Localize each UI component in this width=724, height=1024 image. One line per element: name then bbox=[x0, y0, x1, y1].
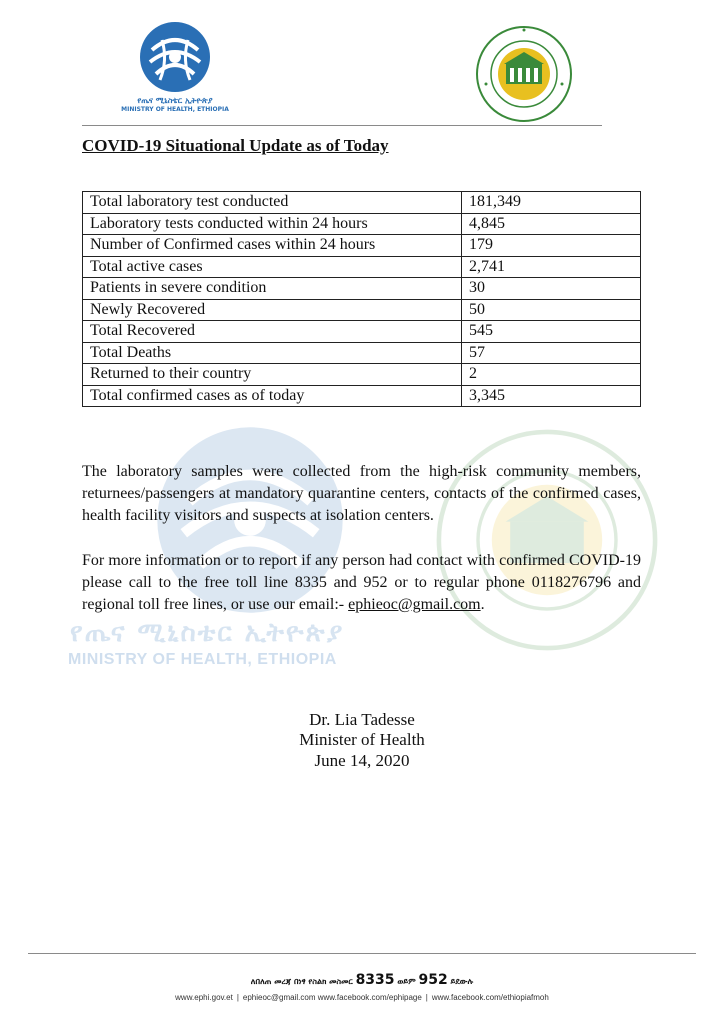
row-label: Number of Confirmed cases within 24 hours bbox=[83, 235, 462, 257]
row-label: Total active cases bbox=[83, 256, 462, 278]
table-row bbox=[83, 256, 641, 278]
table-row bbox=[83, 385, 641, 407]
footer-link-facebook-moh[interactable]: www.facebook.com/ethiopiafmoh bbox=[431, 993, 549, 1002]
stats-table bbox=[82, 191, 641, 407]
row-value: 181,349 bbox=[462, 192, 641, 214]
row-label: Returned to their country bbox=[83, 364, 462, 386]
table-row bbox=[83, 321, 641, 343]
hotline-prefix: ለበለጠ መረጃ በነፃ የስልክ መስመር bbox=[250, 977, 353, 986]
row-value: 57 bbox=[462, 342, 641, 364]
table-row bbox=[83, 364, 641, 386]
hotline-number-2: 952 bbox=[418, 972, 448, 988]
hotline-suffix: ይደውሉ bbox=[450, 977, 474, 986]
footer-separator: | bbox=[236, 993, 239, 1002]
document-date: June 14, 2020 bbox=[314, 751, 410, 770]
table-row bbox=[83, 342, 641, 364]
row-value: 4,845 bbox=[462, 213, 641, 235]
footer-separator: | bbox=[425, 993, 428, 1002]
hotline-mid: ወይም bbox=[397, 977, 416, 986]
row-value: 179 bbox=[462, 235, 641, 257]
header-rule bbox=[82, 125, 602, 126]
ephi-watermark-icon bbox=[432, 425, 662, 655]
hotline-number-1: 8335 bbox=[355, 972, 395, 988]
ephi-seal-icon bbox=[474, 24, 574, 124]
row-value: 2 bbox=[462, 364, 641, 386]
moh-watermark-english: MINISTRY OF HEALTH, ETHIOPIA bbox=[68, 651, 337, 668]
row-label: Patients in severe condition bbox=[83, 278, 462, 300]
table-row bbox=[83, 235, 641, 257]
row-label: Total confirmed cases as of today bbox=[83, 385, 462, 407]
email-link[interactable]: ephieoc@gmail.com bbox=[348, 596, 481, 613]
page-title: COVID-19 Situational Update as of Today bbox=[82, 136, 389, 155]
row-label: Total laboratory test conducted bbox=[83, 192, 462, 214]
row-value: 545 bbox=[462, 321, 641, 343]
contact-end: . bbox=[480, 596, 485, 613]
moh-logo bbox=[110, 20, 240, 113]
row-label: Laboratory tests conducted within 24 hours bbox=[83, 213, 462, 235]
row-value: 3,345 bbox=[462, 385, 641, 407]
moh-english-name: MINISTRY OF HEALTH, ETHIOPIA bbox=[121, 106, 229, 113]
samples-paragraph: The laboratory samples were collected from the high-risk community members, returnees/passengers at mandatory quarantine centers, contacts of the confirmed cases, health facility visitors and suspects at isolation centers. bbox=[82, 463, 641, 524]
footer-link-website[interactable]: www.ephi.gov.et bbox=[175, 993, 233, 1002]
table-row bbox=[83, 192, 641, 214]
moh-amharic-name: የጤና ሚኒስቴር ኢትዮጵያ bbox=[137, 96, 213, 105]
ephi-seal bbox=[474, 24, 574, 129]
row-label: Newly Recovered bbox=[83, 299, 462, 321]
moh-watermark-amharic: የጤና ሚኒስቴር ኢትዮጵያ bbox=[70, 618, 345, 648]
table-row bbox=[83, 299, 641, 321]
moh-emblem-icon bbox=[138, 20, 212, 94]
row-value: 2,741 bbox=[462, 256, 641, 278]
row-value: 50 bbox=[462, 299, 641, 321]
table-row bbox=[83, 278, 641, 300]
signatory-role: Minister of Health bbox=[299, 730, 425, 749]
contact-text: For more information or to report if any person had contact with confirmed COVID-19 please call to the free toll line 8335 and 952 or to regular phone 0118276796 and regional toll free lines, or use our email:- bbox=[82, 552, 641, 613]
footer-link-email-facebook[interactable]: ephieoc@gmail.com www.facebook.com/ephipage bbox=[242, 993, 422, 1002]
footer-rule bbox=[28, 953, 696, 954]
footer-hotline bbox=[0, 972, 724, 988]
table-row bbox=[83, 213, 641, 235]
row-label: Total Recovered bbox=[83, 321, 462, 343]
row-label: Total Deaths bbox=[83, 342, 462, 364]
signatory-name: Dr. Lia Tadesse bbox=[309, 710, 415, 729]
footer-links bbox=[0, 993, 724, 1002]
contact-paragraph bbox=[82, 550, 641, 616]
row-value: 30 bbox=[462, 278, 641, 300]
